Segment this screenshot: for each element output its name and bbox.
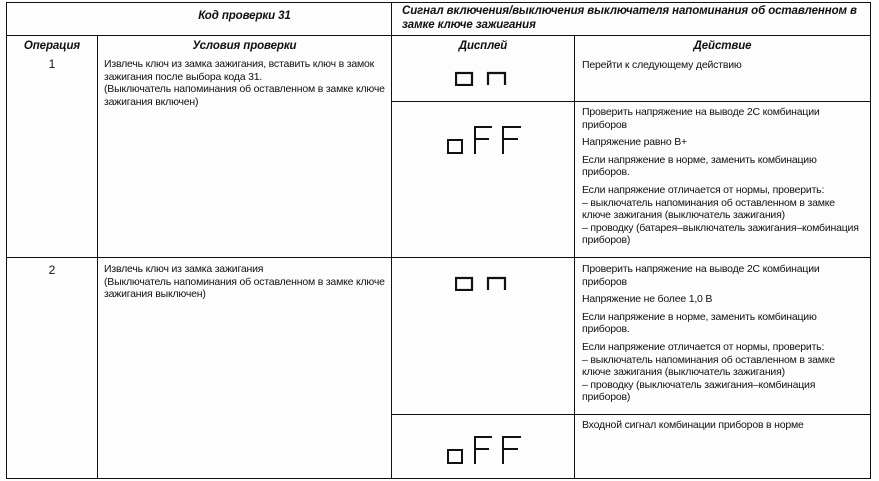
conditions-cell — [104, 58, 386, 108]
lcd-display-on — [455, 70, 515, 86]
column-header-conditions: Условия проверки — [192, 40, 297, 52]
code-title: Код проверки 31 — [198, 10, 291, 22]
signal-title: Сигнал включения/выключения выключателя напоминания об оставленном в замке ключе зажигания — [402, 5, 857, 31]
action-text: Проверить напряжение на выводе 2С комбинации приборов — [582, 106, 820, 131]
col-divider-operation — [97, 35, 98, 479]
conditions-cell — [104, 263, 386, 301]
condition-step: Извлечь ключ из замка зажигания — [104, 263, 264, 275]
lcd-off-icon — [447, 122, 527, 156]
action-cell — [582, 263, 864, 404]
action-text: – проводку (выключатель зажигания–комбинация приборов) — [582, 378, 816, 404]
row2-result-divider — [391, 414, 871, 415]
lcd-display-off — [447, 432, 527, 466]
header-divider-left — [6, 35, 391, 36]
action-text: Напряжение равно В+ — [582, 136, 687, 149]
row-divider — [6, 257, 871, 258]
action-text: – выключатель напоминания об оставленном в замке ключе зажигания (выключатель зажигания) — [582, 353, 835, 379]
lcd-on-icon — [455, 70, 515, 86]
action-cell — [582, 106, 864, 247]
column-header-action: Действие — [693, 40, 752, 52]
lcd-display-on — [455, 275, 515, 291]
column-header-operation: Операция — [23, 40, 81, 52]
action-text: Проверить напряжение на выводе 2С комбинации приборов — [582, 263, 820, 288]
lcd-display-off — [447, 122, 527, 156]
header-divider-right — [391, 35, 871, 36]
row1-result-divider — [391, 101, 871, 102]
operation-number: 2 — [48, 263, 56, 277]
action-text: – проводку (батарея–выключатель зажигания–комбинация приборов) — [582, 221, 859, 247]
lcd-off-icon — [447, 432, 527, 466]
table-border-left — [6, 2, 7, 479]
table-border-bottom — [6, 478, 871, 479]
operation-number: 1 — [48, 57, 56, 71]
table-border-top — [6, 2, 871, 3]
action-text: Если напряжение отличается от нормы, проверить: — [582, 340, 825, 353]
col-divider-display — [391, 2, 392, 479]
action-cell — [582, 419, 864, 437]
table-border-right — [870, 2, 871, 479]
action-text: – выключатель напоминания об оставленном в замке ключе зажигания (выключатель зажигания) — [582, 196, 835, 222]
action-cell — [582, 59, 864, 77]
condition-note: (Выключатель напоминания об оставленном в замке ключе зажигания выключен) — [104, 275, 385, 301]
action-text: Если напряжение в норме, заменить комбинацию приборов. — [582, 310, 817, 336]
condition-step: Извлечь ключ из замка зажигания, вставить ключ в замок зажигания после выбора кода 31. — [104, 58, 375, 83]
col-divider-action — [574, 35, 575, 479]
condition-note: (Выключатель напоминания об оставленном в замке ключе зажигания включен) — [104, 83, 385, 108]
action-text: Входной сигнал комбинации приборов в норме — [582, 419, 804, 431]
action-text: Если напряжение отличается от нормы, проверить: — [582, 183, 825, 196]
column-header-display: Дисплей — [458, 40, 508, 52]
action-text: Если напряжение в норме, заменить комбинацию приборов. — [582, 153, 817, 179]
action-text: Напряжение не более 1,0 В — [582, 293, 713, 306]
lcd-on-icon — [455, 275, 515, 291]
action-text: Перейти к следующему действию — [582, 59, 742, 71]
